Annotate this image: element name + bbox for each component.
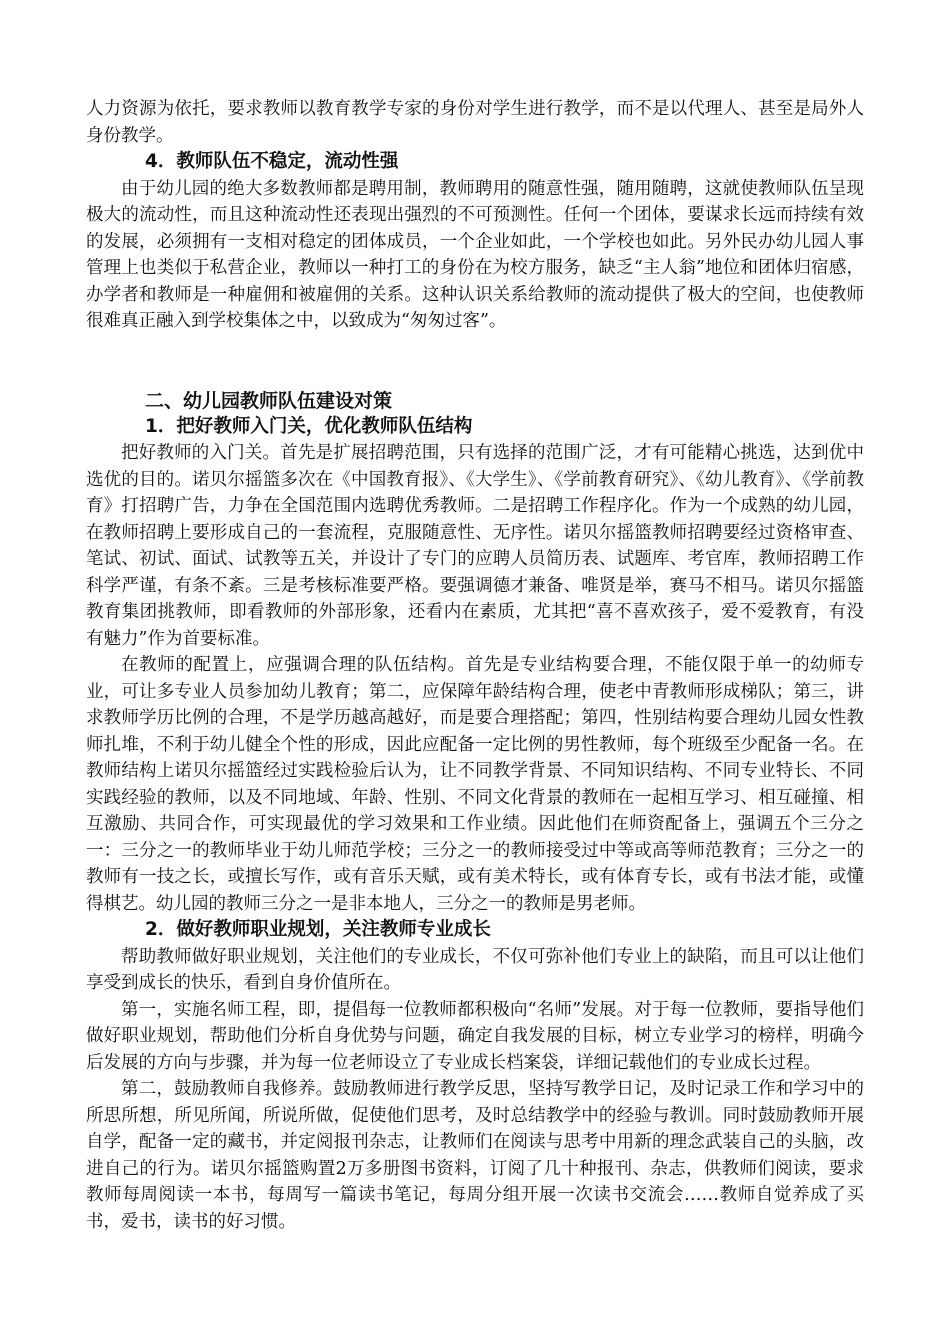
subsection-1-paragraph-1: 把好教师的入门关。首先是扩展招聘范围，只有选择的范围广泛，才有可能精心挑选，达到优中选优的目的。诺贝尔摇篮多次在《中国教育报》、《大学生》、《学前教育研究》、《幼儿教育》、《学前教育》打招聘广告，力争在全国范围内选聘优秀教师。二是招聘工作程序化。作为一个成熟的幼儿园，在教师招聘上要形成自己的一套流程，克服随意性、无序性。诺贝尔摇篮教师招聘要经过资格审查、笔试、初试、面试、试教等五关，并设计了专门的应聘人员简历表、试题库、考官库，教师招聘工作科学严谨，有条不紊。三是考核标准要严格。要强调德才兼备、唯贤是举，赛马不相马。诺贝尔摇篮教育集团挑教师，即看教师的外部形象，还看内在素质，尤其把“喜不喜欢孩子，爱不爱教育，有没有魅力”作为首要标准。 xyxy=(86,443,864,649)
subsection-1-paragraph-2: 在教师的配置上，应强调合理的队伍结构。首先是专业结构要合理，不能仅限于单一的幼师专业，可让多专业人员参加幼儿教育；第二，应保障年龄结构合理，使老中青教师形成梯队；第三，讲求教师学历比例的合理，不是学历越高越好，而是要合理搭配；第四，性别结构要合理幼儿园女性教师扎堆，不利于幼儿健全个性的形成，因此应配备一定比例的男性教师，每个班级至少配备一名。在教师结构上诺贝尔摇篮经过实践检验后认为，让不同教学背景、不同知识结构、不同专业特长、不同实践经验的教师，以及不同地域、年龄、性别、不同文化背景的教师在一起相互学习、相互碰撞、相互激励、共同合作，可实现最优的学习效果和工作业绩。因此他们在师资配备上，强调五个三分之一：三分之一的教师毕业于幼儿师范学校；三分之一的教师接受过中等或高等师范教育；三分之一的教师有一技之长，或擅长写作，或有音乐天赋，或有美术特长，或有体育专长，或有书法才能，或懂得棋艺。幼儿园的教师三分之一是非本地人，三分之一的教师是男老师。 xyxy=(86,655,864,914)
document-page xyxy=(86,96,864,1235)
subsection-2-paragraph-3: 第二，鼓励教师自我修养。鼓励教师进行教学反思，坚持写教学日记，及时记录工作和学习中的所思所想，所见所闻，所说所做，促使他们思考，及时总结教学中的经验与教训。同时鼓励教师开展自学，配备一定的藏书，并定阅报刊杂志，让教师们在阅读与思考中用新的理念武装自己的头脑，改进自己的行为。诺贝尔摇篮购置2万多册图书资料，订阅了几十种报刊、杂志，供教师们阅读，要求教师每周阅读一本书，每周写一篇读书笔记，每周分组开展一次读书交流会……教师自觉养成了买书，爱书，读书的好习惯。 xyxy=(86,1079,864,1232)
intro-paragraph: 人力资源为依托，要求教师以教育教学专家的身份对学生进行教学，而不是以代理人、甚至是局外人身份教学。 xyxy=(86,99,864,146)
subsection-1-heading: 1．把好教师入门关，优化教师队伍结构 xyxy=(145,415,473,437)
section-4-paragraph: 由于幼儿园的绝大多数教师都是聘用制，教师聘用的随意性强，随用随聘，这就使教师队伍呈现极大的流动性，而且这种流动性还表现出强烈的不可预测性。任何一个团体，要谋求长远而持续有效的发展，必须拥有一支相对稳定的团体成员，一个企业如此，一个学校也如此。另外民办幼儿园人事管理上也类似于私营企业，教师以一种打工的身份在为校方服务，缺乏“主人翁”地位和团体归宿感，办学者和教师是一种雇佣和被雇佣的关系。这种认识关系给教师的流动提供了极大的空间，也使教师很难真正融入到学校集体之中，以致成为“匆匆过客”。 xyxy=(86,178,864,331)
section-gap xyxy=(86,335,864,388)
subsection-2-paragraph-2: 第一，实施名师工程，即，提倡每一位教师都积极向“名师”发展。对于每一位教师，要指导他们做好职业规划，帮助他们分析自身优势与问题，确定自我发展的目标，树立专业学习的榜样，明确今后发展的方向与步骤，并为每一位老师设立了专业成长档案袋，详细记载他们的专业成长过程。 xyxy=(86,999,864,1073)
part-2-heading: 二、幼儿园教师队伍建设对策 xyxy=(145,389,393,412)
subsection-2-heading: 2．做好教师职业规划，关注教师专业成长 xyxy=(145,919,491,940)
section-4-heading: 4．教师队伍不稳定，流动性强 xyxy=(145,151,399,172)
subsection-2-paragraph-1: 帮助教师做好职业规划，关注他们的专业成长，不仅可弥补他们专业上的缺陷，而且可以让他们享受到成长的快乐，看到自身价值所在。 xyxy=(86,946,864,993)
